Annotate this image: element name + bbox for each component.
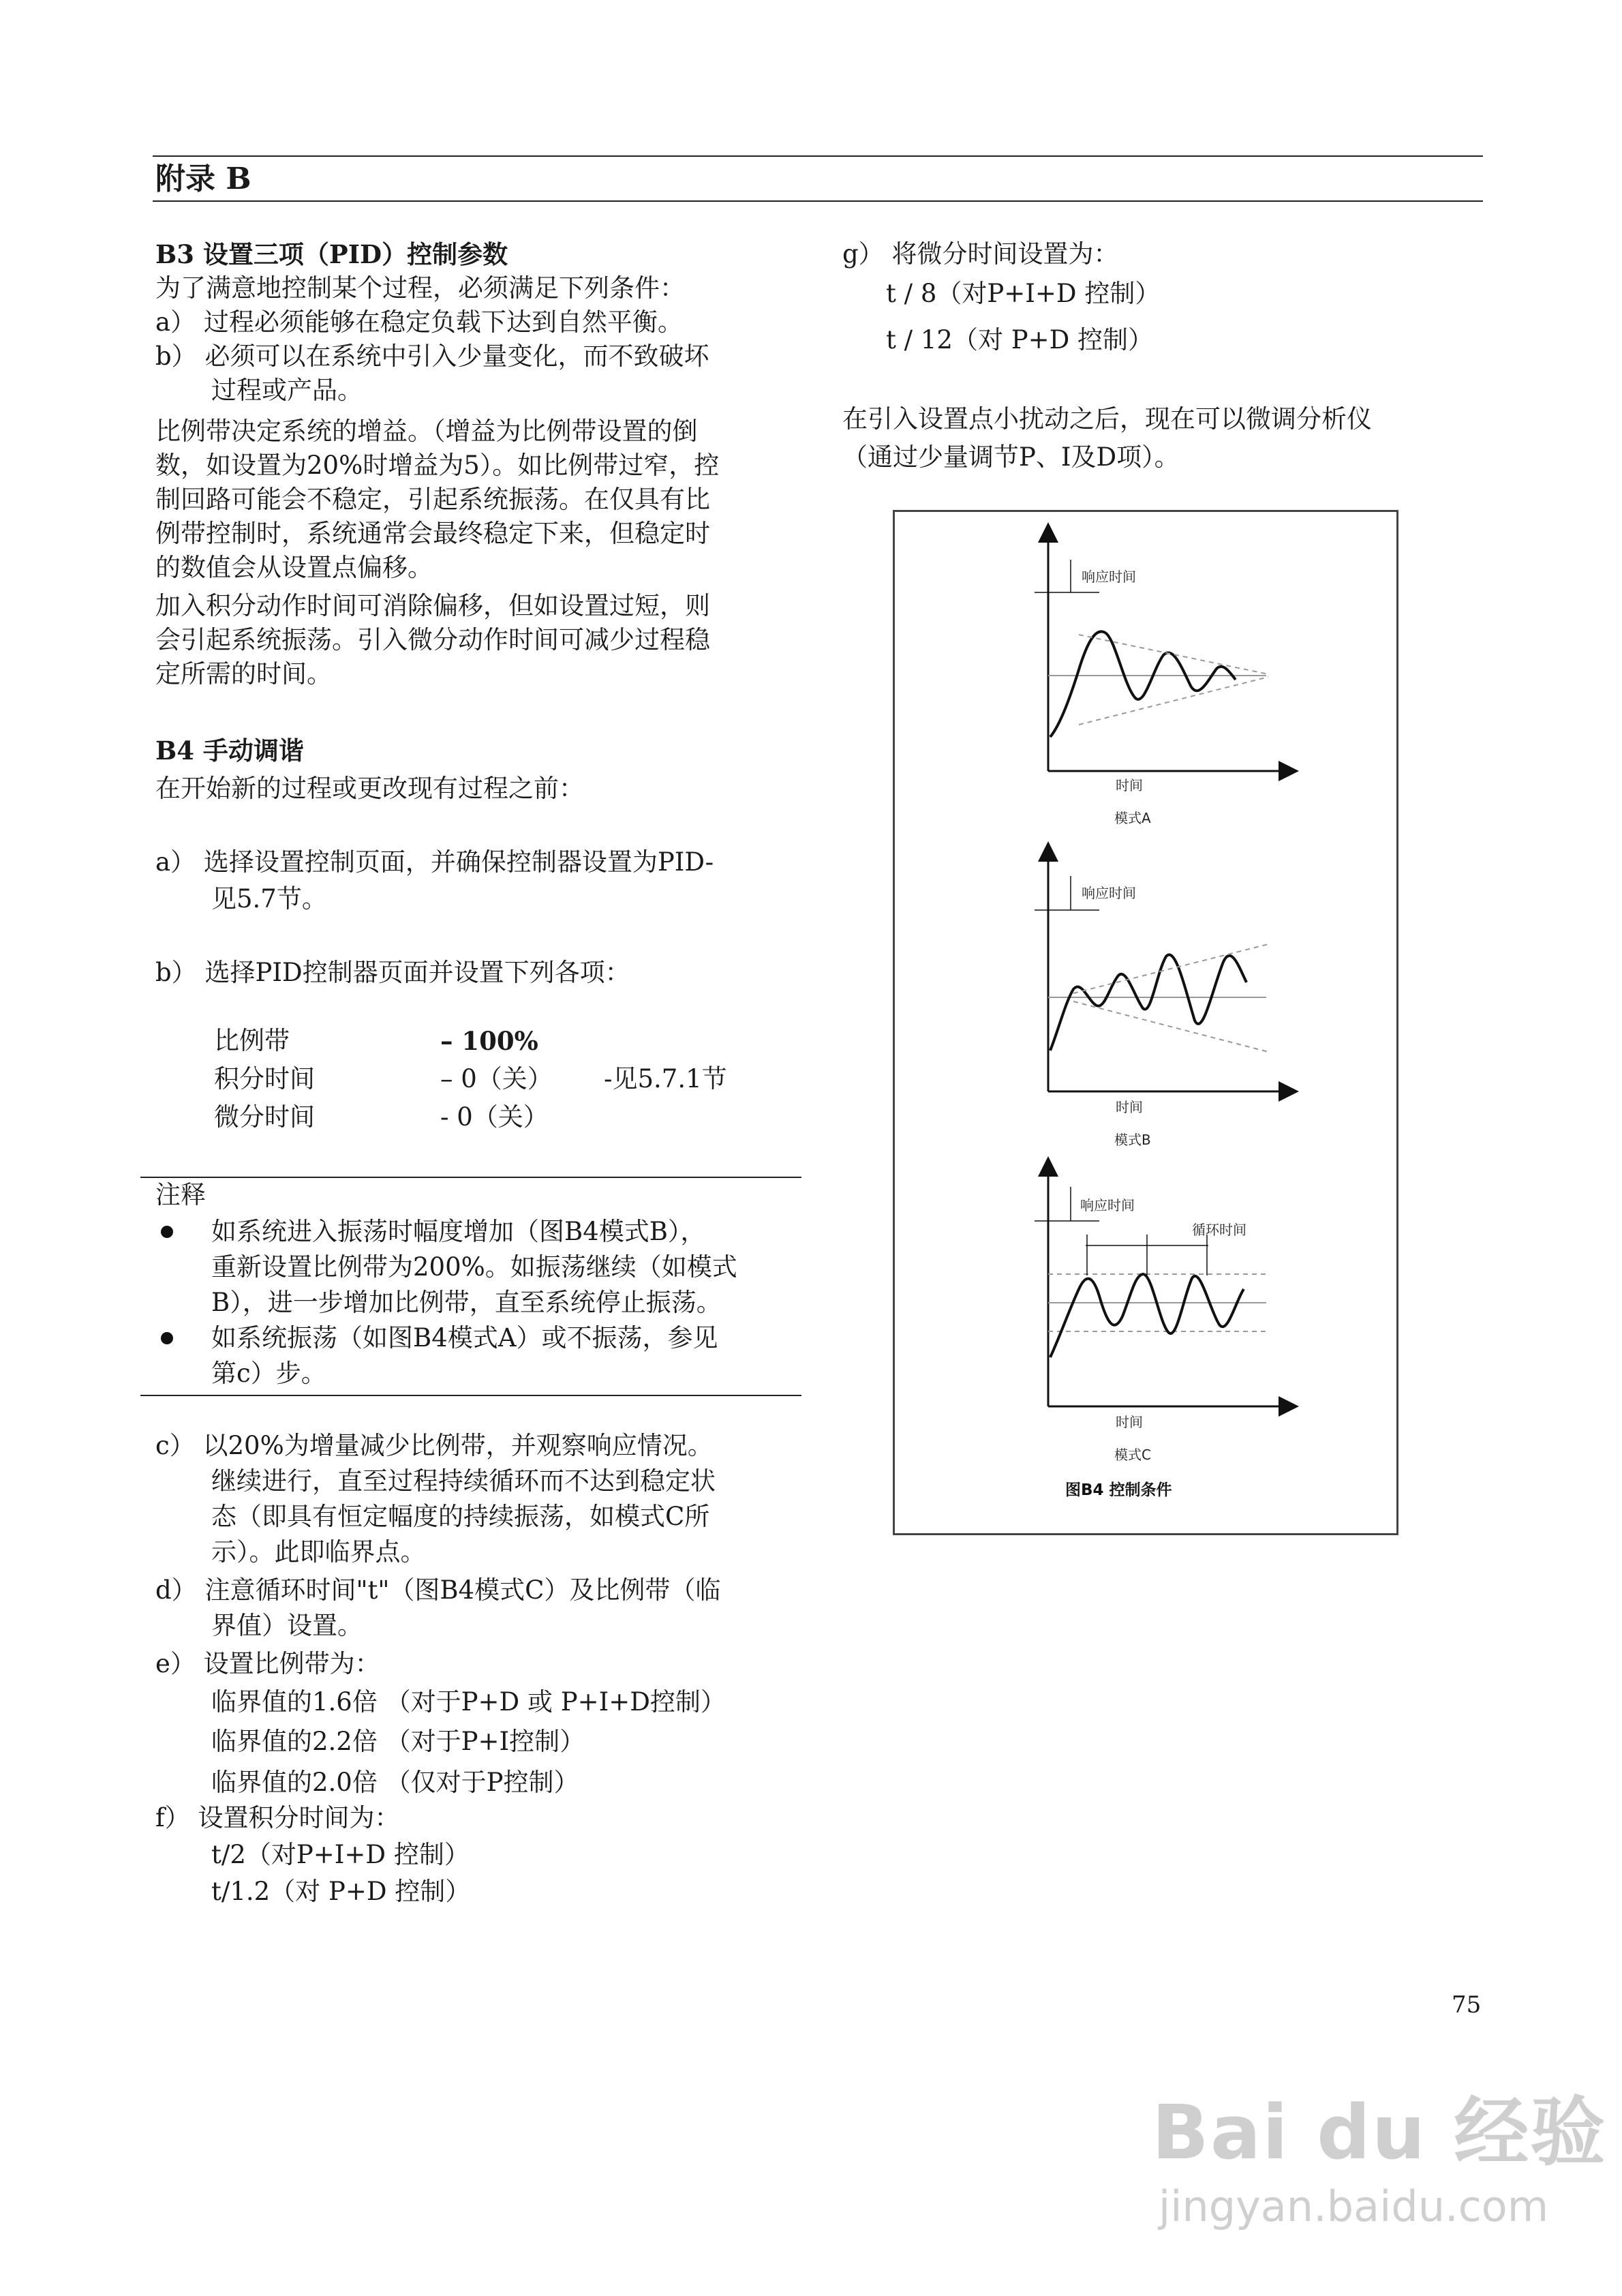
header-bottom-rule xyxy=(153,200,1483,202)
b3-line: 制回路可能会不稳定，引起系统振荡。在仅具有比 xyxy=(155,485,710,514)
mode-b-time-label: 时间 xyxy=(1116,1099,1143,1115)
step-c: 态（即具有恒定幅度的持续振荡，如模式C所 xyxy=(211,1502,710,1531)
note-line: 重新设置比例带为200%。如振荡继续（如模式 xyxy=(211,1252,737,1282)
step-e: 临界值的1.6倍 （对于P+D 或 P+I+D控制） xyxy=(211,1687,726,1717)
step-d: 界值）设置。 xyxy=(211,1611,363,1640)
bullet-icon xyxy=(161,1226,173,1238)
step-c: c） 以20%为增量减少比例带，并观察响应情况。 xyxy=(155,1431,713,1460)
step-e: 临界值的2.2倍 （对于P+I控制） xyxy=(211,1727,585,1756)
mode-b-curve xyxy=(1050,954,1246,1051)
b3-line: a） 过程必须能够在稳定负载下达到自然平衡。 xyxy=(155,307,683,337)
mode-a-time-label: 时间 xyxy=(1116,777,1143,794)
setting-name: 积分时间 xyxy=(214,1064,315,1093)
step-d: d） 注意循环时间"t"（图B4模式C）及比例带（临 xyxy=(155,1575,721,1605)
setting-name: 微分时间 xyxy=(214,1102,315,1132)
mode-c-cycle-label: 循环时间 xyxy=(1192,1222,1246,1238)
b4-step-a: a） 选择设置控制页面，并确保控制器设置为PID- xyxy=(155,847,714,877)
b3-line: 比例带决定系统的增益。（增益为比例带设置的倒 xyxy=(155,417,698,446)
step-f: f） 设置积分时间为： xyxy=(155,1803,400,1832)
note-top-rule xyxy=(140,1177,801,1178)
mode-b-label: 模式B xyxy=(1114,1132,1151,1148)
note-line: 如系统振荡（如图B4模式A）或不振荡，参见 xyxy=(211,1323,718,1353)
bullet-icon xyxy=(161,1332,173,1344)
step-c: 示）。此即临界点。 xyxy=(211,1537,426,1567)
step-g: t / 8（对P+I+D 控制） xyxy=(886,279,1161,308)
mode-c-label: 模式C xyxy=(1114,1447,1151,1463)
note-bottom-rule xyxy=(140,1395,801,1396)
mode-c-response-label: 响应时间 xyxy=(1080,1197,1135,1213)
mode-a-response-label: 响应时间 xyxy=(1082,569,1136,585)
step-g: t / 12（对 P+D 控制） xyxy=(886,325,1154,354)
figure-frame xyxy=(893,510,1398,1535)
watermark-brand: Bai du 经验 xyxy=(1152,2089,1607,2176)
setting-name: 比例带 xyxy=(214,1026,290,1055)
setting-value: – 100% xyxy=(440,1026,538,1056)
mode-c-curve xyxy=(1050,1274,1244,1357)
b3-line: 的数值会从设置点偏移。 xyxy=(155,553,433,582)
mode-b-response-label: 响应时间 xyxy=(1082,885,1136,901)
b4-step-a: 见5.7节。 xyxy=(211,884,327,913)
figure-b4 xyxy=(895,512,1396,1533)
mode-c-time-label: 时间 xyxy=(1116,1414,1143,1430)
b4-step-b: b） 选择PID控制器页面并设置下列各项： xyxy=(155,958,630,987)
b3-heading: B3 设置三项（PID）控制参数 xyxy=(155,239,508,269)
b4-intro: 在开始新的过程或更改现有过程之前： xyxy=(155,774,584,803)
note-line: B），进一步增加比例带，直至系统停止振荡。 xyxy=(211,1288,722,1317)
b3-line: b） 必须可以在系统中引入少量变化，而不致破坏 xyxy=(155,342,709,371)
header-top-rule xyxy=(153,155,1483,157)
b4-heading: B4 手动调谐 xyxy=(155,736,304,766)
setting-value: - 0（关） xyxy=(440,1102,549,1132)
mode-a-label: 模式A xyxy=(1114,810,1151,826)
setting-value: – 0（关） xyxy=(440,1064,553,1093)
b3-line: 为了满意地控制某个过程，必须满足下列条件： xyxy=(155,273,685,303)
appendix-title: 附录 B xyxy=(155,162,251,196)
setting-note: -见5.7.1节 xyxy=(604,1064,727,1093)
step-e: e） 设置比例带为： xyxy=(155,1649,380,1678)
b3-line: 例带控制时，系统通常会最终稳定下来，但稳定时 xyxy=(155,519,710,548)
b3-line: 数，如设置为20%时增益为5）。如比例带过窄，控 xyxy=(155,451,720,480)
mode-b-plot xyxy=(1035,851,1289,1148)
figure-caption: 图B4 控制条件 xyxy=(1065,1481,1172,1499)
b3-line: 过程或产品。 xyxy=(211,376,363,405)
step-f: t/1.2（对 P+D 控制） xyxy=(211,1877,471,1906)
after-text: 在引入设置点小扰动之后，现在可以微调分析仪 xyxy=(842,404,1372,434)
b3-line: 加入积分动作时间可消除偏移，但如设置过短，则 xyxy=(155,591,710,620)
step-e: 临界值的2.0倍 （仅对于P控制） xyxy=(211,1768,579,1797)
step-f: t/2（对P+I+D 控制） xyxy=(211,1840,470,1869)
b3-line: 会引起系统振荡。引入微分动作时间可减少过程稳 xyxy=(155,625,710,654)
mode-c-plot xyxy=(1035,1166,1289,1463)
b3-line: 定所需的时间。 xyxy=(155,659,332,689)
page-number: 75 xyxy=(1452,1991,1482,2019)
note-line: 第c）步。 xyxy=(211,1359,326,1388)
watermark-url: jingyan.baidu.com xyxy=(1159,2181,1549,2231)
note-title: 注释 xyxy=(155,1180,206,1209)
note-line: 如系统进入振荡时幅度增加（图B4模式B）， xyxy=(211,1217,706,1246)
step-g: g） 将微分时间设置为： xyxy=(842,239,1119,269)
after-text: （通过少量调节P、I及D项）。 xyxy=(842,442,1180,472)
step-c: 继续进行，直至过程持续循环而不达到稳定状 xyxy=(211,1466,716,1496)
mode-a-plot xyxy=(1035,532,1289,826)
